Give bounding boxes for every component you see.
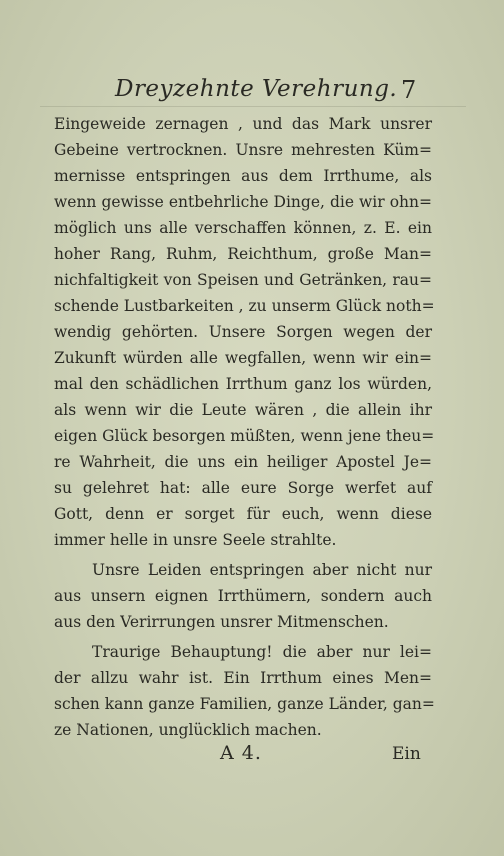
text-line: aus unsern eignen Irrthümern, sondern auch (54, 587, 432, 605)
page-footer (0, 742, 504, 772)
text-line: immer helle in unsre Seele strahlte. (54, 531, 337, 549)
text-line: mal den schädlichen Irrthum ganz los würden, (54, 375, 432, 393)
text-line: nichfaltigkeit von Speisen und Getränken, rau= (54, 271, 432, 289)
text-line: schen kann ganze Familien, ganze Länder, gan= (54, 695, 435, 713)
text-line: hoher Rang, Ruhm, Reichthum, große Man= (54, 245, 432, 263)
text-line: re Wahrheit, die uns ein heiliger Apostel Je= (54, 453, 432, 471)
text-line: eigen Glück besorgen müßten, wenn jene theu= (54, 427, 435, 445)
text-line: möglich uns alle verschaffen können, z. E. ein (54, 219, 432, 237)
text-line: Gebeine vertrocknen. Unsre mehresten Küm= (54, 141, 432, 159)
text-line: Traurige Behauptung! die aber nur lei= (92, 643, 432, 661)
text-line: wendig gehörten. Unsere Sorgen wegen der (54, 323, 432, 341)
text-line: su gelehret hat: alle eure Sorge werfet auf (54, 479, 432, 497)
text-line: Eingeweide zernagen , und das Mark unsrer (54, 115, 432, 133)
running-head: Dreyzehnte Verehrung. (115, 76, 398, 102)
page-number: 7 (401, 76, 417, 104)
catchword: Ein (392, 744, 421, 764)
text-line: mernisse entspringen aus dem Irrthume, als (54, 167, 432, 185)
text-line: schende Lustbarkeiten , zu unserm Glück noth= (54, 297, 435, 315)
header-rule (40, 106, 466, 107)
text-line: Gott, denn er sorget für euch, wenn diese (54, 505, 432, 523)
text-line: wenn gewisse entbehrliche Dinge, die wir ohn= (54, 193, 432, 211)
text-line: aus den Verirrungen unsrer Mitmenschen. (54, 613, 389, 631)
text-line: Unsre Leiden entspringen aber nicht nur (92, 561, 432, 579)
text-line: Zukunft würden alle wegfallen, wenn wir ein= (54, 349, 432, 367)
text-line: der allzu wahr ist. Ein Irrthum eines Men= (54, 669, 432, 687)
signature-mark: A 4. (220, 742, 262, 764)
text-line: ze Nationen, unglücklich machen. (54, 721, 322, 739)
text-line: als wenn wir die Leute wären , die allein ihr (54, 401, 432, 419)
